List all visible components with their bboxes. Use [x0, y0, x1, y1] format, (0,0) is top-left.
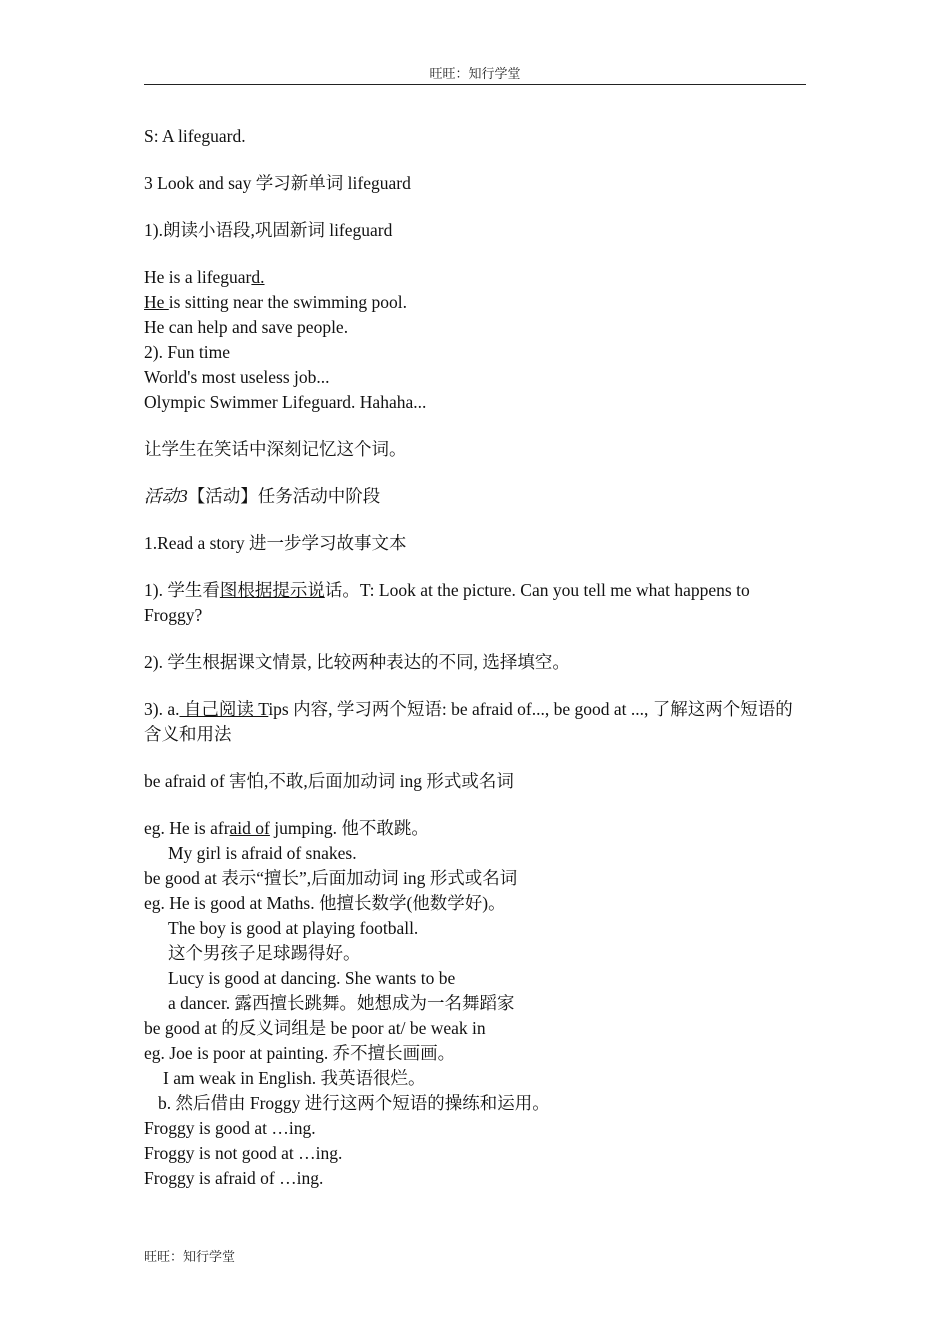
example-line: My girl is afraid of snakes. [168, 843, 357, 863]
phrase-definition: be good at 表示“擅长”,后面加动词 ing 形式或名词 [144, 868, 518, 888]
text-span: 3). a. [144, 699, 180, 719]
example-translation: 这个男孩子足球踢得好。 [168, 943, 361, 963]
example-line: Lucy is good at dancing. She wants to be [168, 968, 456, 988]
step-read-story: 1.Read a story 进一步学习故事文本 [144, 533, 407, 553]
text-span: eg. He is afr [144, 818, 230, 838]
paragraph-line [144, 290, 808, 315]
phrase-antonym: be good at 的反义词组是 be poor at/ be weak in [144, 1018, 486, 1038]
activity-label: 活动3 [144, 486, 188, 506]
text-span: is sitting near the swimming pool. [168, 292, 407, 312]
underlined-text: aid of [229, 818, 270, 838]
practice-line: Froggy is good at …ing. [144, 1118, 316, 1138]
text-span: ips 内容, 学习两个短语: be afraid of..., be good at ..., 了解这两个短语的含义和用法 [144, 699, 793, 744]
page-header: 旺旺：知行学堂 [144, 64, 806, 85]
paragraph-line: He can help and save people. [144, 317, 349, 337]
page-footer: 旺旺：知行学堂 [144, 1249, 236, 1264]
practice-line: Froggy is not good at …ing. [144, 1143, 343, 1163]
joke-line: World's most useless job... [144, 367, 330, 387]
paragraph-line [144, 265, 808, 290]
line-dialogue: S: A lifeguard. [144, 126, 246, 146]
joke-line: Olympic Swimmer Lifeguard. Hahaha... [144, 392, 427, 412]
example-line: The boy is good at playing football. [168, 918, 419, 938]
document-body [144, 124, 808, 1191]
text-span: He is a lifeguar [144, 267, 252, 287]
step-fill-blank: 2). 学生根据课文情景, 比较两种表达的不同, 选择填空。 [144, 652, 570, 672]
activity-heading [144, 484, 808, 509]
example-line: eg. He is good at Maths. 他擅长数学(他数学好)。 [144, 893, 506, 913]
underlined-text: 图根据提示说 [219, 580, 325, 600]
step-picture-talk [144, 578, 808, 628]
step-practice: b. 然后借由 Froggy 进行这两个短语的操练和运用。 [158, 1093, 550, 1113]
underlined-text: 自己阅读 T [179, 699, 269, 719]
example-line: a dancer. 露西擅长跳舞。她想成为一名舞蹈家 [168, 993, 515, 1013]
step-fun-time: 2). Fun time [144, 342, 231, 362]
text-span: 话。T: Look at the picture. Can you tell me what happens to Froggy? [144, 580, 750, 625]
underlined-text: d. [251, 267, 265, 287]
underlined-text: He [144, 292, 169, 312]
phrase-definition: be afraid of 害怕,不敢,后面加动词 ing 形式或名词 [144, 771, 514, 791]
practice-line: Froggy is afraid of …ing. [144, 1168, 324, 1188]
example-line: I am weak in English. 我英语很烂。 [163, 1068, 426, 1088]
text-span: jumping. 他不敢跳。 [269, 818, 429, 838]
teaching-note: 让学生在笑话中深刻记忆这个词。 [144, 439, 407, 459]
example-line: eg. Joe is poor at painting. 乔不擅长画画。 [144, 1043, 456, 1063]
step-read-paragraph: 1).朗读小语段,巩固新词 lifeguard [144, 220, 393, 240]
step-read-tips [144, 697, 808, 747]
section-look-and-say: 3 Look and say 学习新单词 lifeguard [144, 173, 411, 193]
text-span: 1). 学生看 [144, 580, 220, 600]
activity-title: 【活动】任务活动中阶段 [187, 486, 381, 506]
example-line [144, 816, 808, 841]
